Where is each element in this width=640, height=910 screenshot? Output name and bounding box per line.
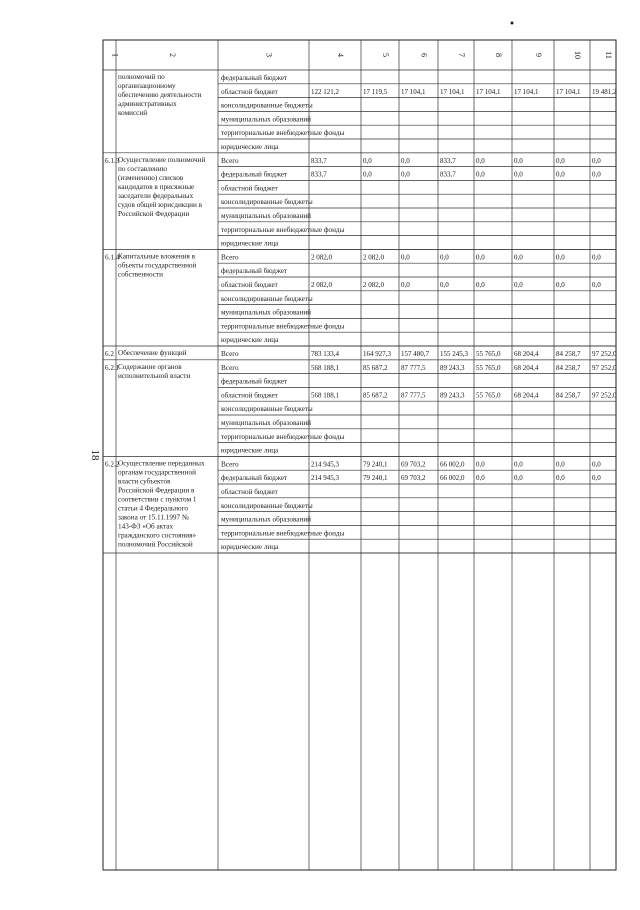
source-label: юридические лица: [221, 543, 279, 552]
value-cell: 0,0: [363, 170, 372, 179]
value-cell: 0,0: [401, 253, 410, 262]
value-cell: 97 252,0: [592, 350, 617, 358]
header-cell: 7: [457, 53, 466, 57]
source-label: юридические лица: [221, 336, 279, 345]
source-label: федеральный бюджет: [221, 377, 288, 386]
section-name-line: гражданского состояния»: [118, 531, 197, 540]
value-cell: 55 765,0: [476, 391, 501, 400]
section-name-line: Осуществление полномочий: [118, 155, 206, 164]
value-cell: 0,0: [556, 170, 565, 179]
header-cell: 8: [494, 53, 503, 57]
source-label: областной бюджет: [221, 87, 278, 96]
value-cell: 0,0: [363, 156, 372, 165]
value-cell: 568 188,1: [311, 391, 339, 400]
section-name-line: кандидатов в присяжные: [118, 182, 195, 191]
source-label: федеральный бюджет: [221, 474, 288, 483]
source-label: муниципальных образований: [221, 212, 312, 220]
value-cell: 0,0: [476, 474, 485, 483]
value-cell: 55 765,0: [476, 350, 501, 358]
section-code: 6.2.1: [105, 363, 120, 372]
value-cell: 214 945,3: [311, 474, 339, 483]
section-name-line: закона от 15.11.1997 №: [118, 513, 189, 522]
source-label: областной бюджет: [221, 281, 278, 289]
source-label: Всего: [221, 350, 239, 358]
section-name-line: полномочий Российской: [118, 540, 193, 549]
section-code: 6.1.3: [105, 156, 120, 165]
section-code: 6.2.2: [105, 460, 120, 469]
source-label: территориальные внебюджетные фонды: [221, 322, 345, 331]
source-label: областной бюджет: [221, 488, 278, 496]
table-grid: [103, 40, 616, 870]
section-name-line: (изменению) списков: [118, 173, 184, 182]
value-cell: 833,7: [440, 170, 456, 179]
source-label: областной бюджет: [221, 391, 278, 400]
source-label: федеральный бюджет: [221, 74, 288, 82]
value-cell: 85 687,2: [363, 391, 388, 400]
value-cell: 68 204,4: [514, 391, 539, 400]
section-name-line: заседатели федеральных: [118, 191, 194, 200]
value-cell: 17 104,1: [476, 87, 501, 96]
value-cell: 2 082,0: [311, 281, 332, 289]
section-name-line: Обеспечение функций: [118, 349, 187, 357]
value-cell: 0,0: [476, 460, 485, 469]
value-cell: 0,0: [401, 281, 410, 289]
value-cell: 0,0: [440, 253, 449, 262]
value-cell: 164 927,3: [363, 350, 391, 358]
section-name-line: собственности: [118, 270, 163, 279]
value-cell: 833,7: [311, 156, 327, 165]
value-cell: 783 133,4: [311, 350, 339, 358]
value-cell: 17 104,1: [514, 87, 539, 96]
section-name-line: Осуществление переданных: [118, 459, 205, 468]
section-code: 6.2: [105, 350, 114, 358]
section-name-line: по составлению: [118, 164, 167, 173]
source-label: муниципальных образований: [221, 115, 312, 124]
value-cell: 0,0: [592, 460, 601, 469]
section-name-line: органам государственной: [118, 468, 196, 477]
page-number: 18: [89, 449, 101, 461]
section-name-line: Российской Федерации в: [118, 486, 195, 495]
value-cell: 66 002,0: [440, 460, 465, 469]
value-cell: 87 777,5: [401, 363, 426, 372]
section-name-line: полномочий по: [118, 73, 165, 81]
section-name-line: соответствии с пунктом 1: [118, 495, 197, 504]
value-cell: 0,0: [556, 474, 565, 483]
value-cell: 122 121,2: [311, 87, 339, 96]
section-name-line: 143-ФЗ «Об актах: [118, 522, 174, 531]
value-cell: 0,0: [592, 253, 601, 262]
value-cell: 87 777,5: [401, 391, 426, 400]
value-cell: 0,0: [476, 170, 485, 179]
value-cell: 0,0: [514, 460, 523, 469]
source-label: консолидированные бюджеты: [221, 101, 313, 110]
source-label: муниципальных образований: [221, 308, 312, 317]
value-cell: 69 703,2: [401, 460, 426, 469]
source-label: юридические лица: [221, 143, 279, 151]
value-cell: 0,0: [556, 253, 565, 262]
value-cell: 66 002,0: [440, 474, 465, 483]
value-cell: 568 188,1: [311, 363, 339, 372]
source-label: муниципальных образований: [221, 515, 312, 524]
value-cell: 0,0: [592, 281, 601, 289]
source-label: муниципальных образований: [221, 419, 312, 427]
section-name-line: статьи 4 Федерального: [118, 504, 189, 513]
value-cell: 0,0: [592, 170, 601, 179]
source-label: Всего: [221, 363, 239, 372]
header-cell: 6: [419, 53, 429, 57]
section-name-line: Содержание органов: [118, 362, 182, 371]
source-label: Всего: [221, 460, 239, 469]
value-cell: 0,0: [476, 253, 485, 262]
value-cell: 155 245,3: [440, 350, 468, 358]
source-label: территориальные внебюджетные фонды: [221, 432, 345, 441]
value-cell: 0,0: [592, 474, 601, 483]
value-cell: 97 252,0: [592, 363, 617, 372]
header-cell: 1: [110, 53, 120, 57]
source-label: территориальные внебюджетные фонды: [221, 529, 345, 538]
source-label: консолидированные бюджеты: [221, 501, 313, 510]
value-cell: 833,7: [440, 156, 456, 165]
value-cell: 17 104,1: [401, 87, 426, 96]
value-cell: 157 480,7: [401, 350, 429, 358]
section-name-line: организационному: [118, 82, 176, 90]
value-cell: 68 204,4: [514, 363, 539, 372]
header-cell: 10: [573, 51, 582, 59]
source-label: территориальные внебюджетные фонды: [221, 225, 345, 234]
source-label: консолидированные бюджеты: [221, 294, 313, 303]
source-label: юридические лица: [221, 239, 279, 248]
value-cell: 0,0: [476, 281, 485, 289]
value-cell: 2 082,0: [311, 253, 332, 262]
value-cell: 0,0: [401, 170, 410, 179]
value-cell: 89 243,3: [440, 363, 465, 372]
value-cell: 84 258,7: [556, 363, 581, 372]
value-cell: 68 204,4: [514, 350, 539, 358]
value-cell: 0,0: [592, 156, 601, 165]
value-cell: 85 687,2: [363, 363, 388, 372]
source-label: федеральный бюджет: [221, 170, 288, 179]
table-border: [103, 40, 616, 870]
value-cell: 84 258,7: [556, 350, 581, 358]
value-cell: 0,0: [401, 156, 410, 165]
value-cell: 69 703,2: [401, 474, 426, 483]
section-name-line: административных: [118, 100, 177, 108]
value-cell: 0,0: [440, 281, 449, 289]
value-cell: 79 240,1: [363, 474, 388, 483]
section-code: 6.1.4: [105, 253, 120, 262]
value-cell: 0,0: [476, 156, 485, 165]
value-cell: 214 945,3: [311, 460, 339, 469]
section-name-line: исполнительной власти: [118, 371, 191, 380]
value-cell: 0,0: [514, 170, 523, 179]
value-cell: 2 082,0: [363, 281, 384, 289]
section-name-line: комиссий: [118, 109, 148, 117]
source-label: Всего: [221, 253, 239, 262]
value-cell: 84 258,7: [556, 391, 581, 400]
source-label: Всего: [221, 156, 239, 165]
scan-dot: [511, 22, 514, 25]
value-cell: 97 252,0: [592, 391, 617, 400]
value-cell: 55 765,0: [476, 363, 501, 372]
section-name-line: Российской Федерации: [118, 209, 190, 218]
header-cell: 2: [168, 53, 177, 57]
source-label: консолидированные бюджеты: [221, 198, 313, 207]
value-cell: 19 481,2: [592, 87, 617, 96]
section-name-line: Капитальные вложения в: [118, 252, 196, 261]
section-name-line: объекты государственной: [118, 261, 197, 270]
source-label: областной бюджет: [221, 184, 278, 193]
section-name-line: обеспечению деятельности: [118, 91, 202, 99]
source-label: территориальные внебюджетные фонды: [221, 129, 345, 138]
header-cell: 11: [604, 51, 613, 59]
source-label: консолидированные бюджеты: [221, 405, 313, 414]
value-cell: 17 104,1: [556, 87, 581, 96]
value-cell: 0,0: [556, 281, 565, 289]
source-label: юридические лица: [221, 446, 279, 455]
value-cell: 0,0: [556, 460, 565, 469]
value-cell: 0,0: [514, 281, 523, 289]
value-cell: 0,0: [514, 474, 523, 483]
value-cell: 833,7: [311, 170, 327, 179]
header-cell: 9: [534, 53, 543, 57]
section-name-line: власти субъектов: [118, 477, 171, 486]
value-cell: 0,0: [556, 156, 565, 165]
source-label: федеральный бюджет: [221, 267, 288, 276]
section-name-line: судов общей юрисдикции в: [118, 200, 203, 209]
value-cell: 2 082,0: [363, 253, 384, 262]
value-cell: 0,0: [514, 253, 523, 262]
value-cell: 17 104,1: [440, 87, 465, 96]
value-cell: 17 119,5: [363, 87, 388, 96]
header-cell: 4: [336, 53, 345, 57]
header-cell: 5: [381, 53, 390, 57]
header-cell: 3: [264, 53, 274, 57]
value-cell: 79 240,1: [363, 460, 388, 469]
value-cell: 0,0: [514, 156, 523, 165]
value-cell: 89 243,3: [440, 391, 465, 400]
